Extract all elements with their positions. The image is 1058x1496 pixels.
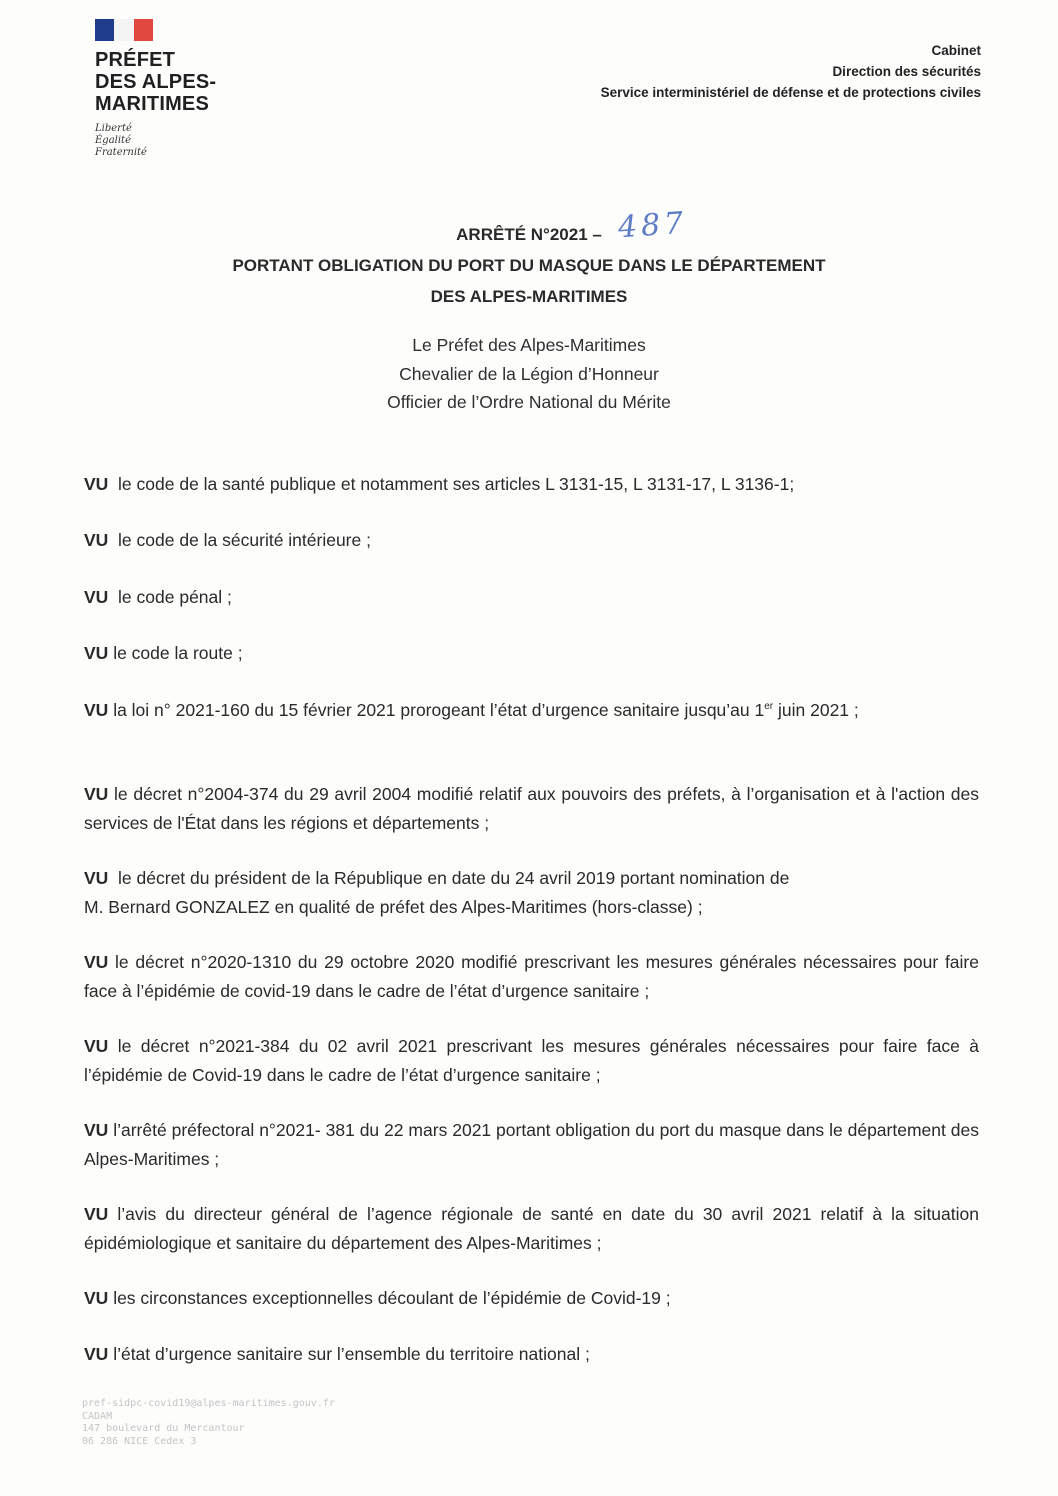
vu-label: VU — [84, 474, 109, 494]
service-direction: Direction des sécurités — [832, 64, 981, 79]
vu-label: VU — [84, 1036, 109, 1056]
vu-label: VU — [84, 868, 109, 888]
prefecture-name-line2: DES ALPES- — [95, 71, 217, 93]
prefect-title-honneur: Chevalier de la Légion d’Honneur — [399, 363, 659, 384]
vu-text: le décret n°2021-384 du 02 avril 2021 prescrivant les mesures générales nécessaires pour faire face à l’épidémie de Covid-19 dans le cadre de l’état d’urgence sanitaire ; — [84, 1036, 979, 1085]
handwritten-decree-number: 487 — [616, 205, 689, 246]
vu-label: VU — [84, 1204, 109, 1224]
vu-label: VU — [84, 1120, 109, 1140]
vu-text: l’avis du directeur général de l’agence régionale de santé en date du 30 avril 2021 relatif à la situation épidémiologique et sanitaire du département des Alpes-Maritimes ; — [84, 1204, 979, 1253]
prefecture-name — [95, 49, 216, 115]
footer-city: 06 286 NICE Cedex 3 — [82, 1435, 197, 1447]
vu-text: le code de la sécurité intérieure ; — [118, 530, 371, 550]
vu-text: le décret n°2020-1310 du 29 octobre 2020 modifié prescrivant les mesures générales nécessaires pour faire face à l’épidémie de covid-19 dans le cadre de l’état d’urgence sanitaire ; — [84, 952, 979, 1001]
service-cabinet: Cabinet — [931, 43, 981, 58]
prefecture-name-line3: MARITIMES — [95, 93, 210, 115]
service-sidpc: Service interministériel de défense et de protections civiles — [600, 85, 981, 100]
vu-label: VU — [84, 530, 109, 550]
vu-paragraph — [84, 1340, 979, 1369]
motto-fraternite: Fraternité — [95, 147, 147, 158]
decree-title-line2: PORTANT OBLIGATION DU PORT DU MASQUE DANS LE DÉPARTEMENT — [232, 256, 826, 275]
vu-label: VU — [84, 952, 109, 972]
vu-paragraph — [84, 948, 979, 1006]
vu-text: le décret n°2004-374 du 29 avril 2004 modifié relatif aux pouvoirs des préfets, à l’organisation et à l'action des services de l'État dans les régions et départements ; — [84, 784, 979, 833]
vu-label: VU — [84, 643, 109, 663]
vu-paragraph — [84, 780, 979, 838]
marianne-flag-icon — [95, 19, 153, 41]
vu-paragraph — [84, 583, 979, 612]
republic-motto — [95, 123, 216, 159]
vu-paragraph — [84, 639, 979, 668]
vu-text: l’état d’urgence sanitaire sur l’ensemble du territoire national ; — [113, 1344, 590, 1364]
vu-paragraph — [84, 470, 979, 499]
decree-title — [0, 219, 1058, 312]
footer-address — [82, 1398, 335, 1448]
vu-text-before: la loi n° 2021-160 du 15 février 2021 prorogeant l’état d’urgence sanitaire jusqu’au 1 — [113, 700, 765, 720]
vu-text: le code de la santé publique et notamment ses articles L 3131-15, L 3131-17, L 3136-1; — [118, 474, 795, 494]
vu-text: le décret du président de la République en date du 24 avril 2019 portant nomination de — [118, 868, 790, 888]
vu-label: VU — [84, 1288, 109, 1308]
vu-text: le code pénal ; — [118, 587, 232, 607]
vu-paragraph — [84, 526, 979, 555]
prefecture-name-line1: PRÉFET — [95, 49, 176, 71]
vu-paragraph — [84, 696, 979, 725]
vu-text: le code la route ; — [113, 643, 243, 663]
footer-email: pref-sidpc-covid19@alpes-maritimes.gouv.fr — [82, 1398, 335, 1409]
prefect-title-merite: Officier de l’Ordre National du Mérite — [387, 392, 671, 412]
vu-paragraph — [84, 864, 979, 922]
vu-label: VU — [84, 784, 109, 804]
footer-building: CADAM — [82, 1410, 113, 1422]
vu-text: les circonstances exceptionnelles découlant de l’épidémie de Covid-19 ; — [113, 1288, 671, 1308]
prefect-block — [0, 331, 1058, 417]
vu-paragraph — [84, 1032, 979, 1090]
vu-text: l’arrêté préfectoral n°2021- 381 du 22 mars 2021 portant obligation du port du masque dans le département des Alpes-Maritimes ; — [84, 1120, 979, 1169]
vu-paragraph — [84, 1116, 979, 1174]
decree-number-line: ARRÊTÉ N°2021 – — [456, 225, 602, 244]
prefecture-logo — [95, 19, 216, 159]
vu-text-sup: er — [764, 701, 774, 713]
vu-label: VU — [84, 587, 109, 607]
prefect-name: Le Préfet des Alpes-Maritimes — [412, 335, 646, 355]
decree-title-line3: DES ALPES-MARITIMES — [430, 287, 628, 306]
vu-paragraph — [84, 1200, 979, 1258]
vu-text-line2: M. Bernard GONZALEZ en qualité de préfet des Alpes-Maritimes (hors-classe) ; — [84, 897, 703, 917]
footer-street: 147 boulevard du Mercantour — [82, 1423, 245, 1434]
vu-paragraph — [84, 1284, 979, 1313]
motto-egalite: Égalité — [95, 135, 131, 146]
issuing-service — [601, 40, 981, 103]
motto-liberte: Liberté — [95, 123, 132, 134]
vu-text-after: juin 2021 ; — [773, 700, 859, 720]
vu-label: VU — [84, 1344, 109, 1364]
vu-label: VU — [84, 700, 109, 720]
